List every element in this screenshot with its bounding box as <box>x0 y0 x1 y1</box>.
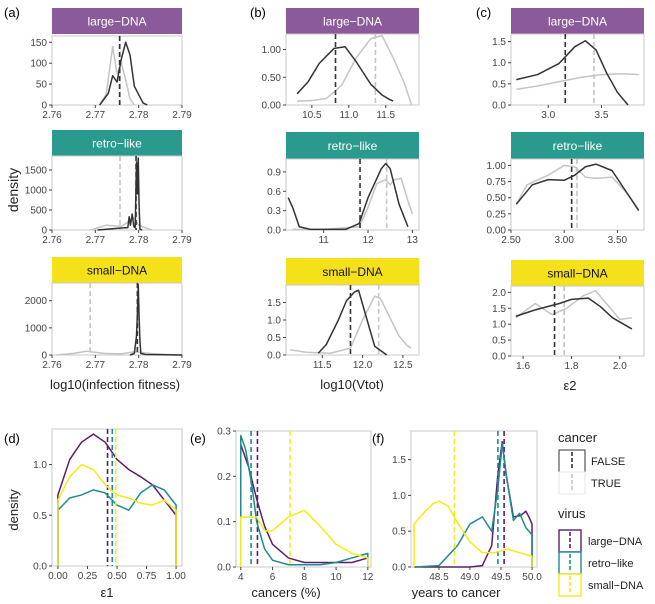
panel-b-small-dna-xtick-label: 11.5 <box>312 360 332 371</box>
panel-f-ytick-label: 1.0 <box>392 490 406 502</box>
x-axis-title-a: log10(infection fitness) <box>49 377 181 392</box>
panel-b-retro-like-ytick-label: 0.0 <box>267 225 281 237</box>
panel-label-d: (d) <box>4 431 20 446</box>
panel-b-large-dna-ytick-label: 0.00 <box>261 100 281 112</box>
panel-f-xtick-label: 50.0 <box>522 572 542 583</box>
panel-a-large-dna-xtick-label: 2.76 <box>42 110 62 121</box>
panel-e-ytick-label: 0.0 <box>217 562 231 574</box>
panels-layer <box>25 8 644 583</box>
panel-b-large-dna-xtick-label: 11.5 <box>376 110 396 121</box>
panel-a-retro-like-ytick-label: 500 <box>30 205 47 217</box>
panel-f-ytick-label: 0.5 <box>392 526 406 538</box>
legend-virus <box>558 506 644 596</box>
panel-d-ytick-label: 1.0 <box>33 460 47 472</box>
panel-c-large-dna <box>492 8 644 121</box>
panel-b-large-dna <box>262 8 419 121</box>
panel-f-ytick-label: 0.0 <box>392 562 406 574</box>
panel-c-small-dna-ytick-label: 0.5 <box>492 335 506 347</box>
panel-b-retro-like-strip-label: retro−like <box>327 139 378 153</box>
panel-c-small-dna-xtick-label: 2.0 <box>612 361 627 372</box>
panel-c-retro-like-ytick-label: 0.50 <box>486 193 506 205</box>
panel-b-small-dna-ytick-label: 0.5 <box>267 333 281 344</box>
panel-f <box>392 431 542 583</box>
panel-a-retro-like-ytick-label: 1000 <box>24 185 47 197</box>
panel-c-retro-like-ytick-label: 0.25 <box>486 209 506 221</box>
panel-b-retro-like <box>267 132 419 246</box>
legend-label-large-dna: large−DNA <box>588 536 643 548</box>
panel-c-retro-like-xtick-label: 2.50 <box>501 235 521 246</box>
panel-c-small-dna-ytick-label: 2.0 <box>492 287 506 299</box>
panel-c-retro-like-ytick-label: 0.00 <box>486 225 506 237</box>
panel-a-small-dna-ytick-label: 2000 <box>24 296 47 308</box>
panel-a-retro-like-ytick-label: 1500 <box>24 165 47 177</box>
panel-d-ytick-label: 0.5 <box>33 510 47 522</box>
panel-a-small-dna-xtick-label: 2.78 <box>128 360 149 371</box>
y-axis-title-d: density <box>6 489 21 531</box>
panel-f-xtick-label: 48.5 <box>429 572 449 583</box>
panel-b-small-dna-ytick-label: 0.0 <box>267 350 281 362</box>
panel-d <box>33 429 186 582</box>
panel-c-small-dna-ytick-label: 0.0 <box>492 351 506 363</box>
panel-b-retro-like-xtick-label: 11 <box>318 235 329 246</box>
panel-d-xtick-label: 0.25 <box>77 571 98 582</box>
panel-b-retro-like-ytick-label: 0.9 <box>267 167 281 179</box>
panel-a-small-dna-ytick-label: 1000 <box>24 323 47 335</box>
legend-cancer <box>558 430 625 494</box>
panel-f-xtick-label: 49.5 <box>491 572 511 583</box>
panel-a-large-dna-xtick-label: 2.77 <box>85 110 106 121</box>
panel-d-xtick-label: 0.75 <box>136 571 157 582</box>
panel-label-e: (e) <box>190 431 206 446</box>
panel-e-ytick-label: 0.2 <box>217 471 231 483</box>
panel-a-small-dna-strip-label: small−DNA <box>86 263 148 278</box>
panel-a-small-dna-xtick-label: 2.79 <box>172 360 192 371</box>
panel-b-large-dna-xtick-label: 11.0 <box>339 110 359 121</box>
panel-f-xtick-label: 49.0 <box>460 572 480 583</box>
panel-a-retro-like-strip-label: retro−like <box>92 136 142 151</box>
panel-b-small-dna-strip-label: small−DNA <box>322 265 383 279</box>
panel-c-small-dna <box>492 260 644 372</box>
x-axis-title-d: ε1 <box>100 585 114 599</box>
panel-label-c: (c) <box>476 5 492 20</box>
panel-b-small-dna <box>267 258 419 371</box>
panel-a-retro-like-xtick-label: 2.76 <box>42 235 62 246</box>
panel-c-small-dna-ytick-label: 1.5 <box>492 303 506 315</box>
panel-e-xtick-label: 8 <box>301 572 308 583</box>
panel-a-retro-like-xtick-label: 2.78 <box>128 235 149 246</box>
panel-a-small-dna <box>25 257 192 371</box>
panel-label-b: (b) <box>250 5 266 20</box>
panel-b-small-dna-ytick-label: 1.5 <box>267 298 281 309</box>
legend-label-retro-like: retro−like <box>588 558 634 570</box>
x-axis-title-e: cancers (%) <box>251 585 321 599</box>
legend-label-false: FALSE <box>591 456 626 468</box>
panel-e <box>217 427 374 584</box>
panel-a-retro-like <box>25 130 192 246</box>
panel-d-xtick-label: 1.00 <box>166 571 186 582</box>
panel-c-large-dna-strip-label: large−DNA <box>547 14 608 29</box>
panel-e-ytick-label: 0.1 <box>217 517 231 529</box>
panel-a-retro-like-ytick-label: 0 <box>41 225 47 237</box>
panel-c-retro-like-ytick-label: 0.75 <box>486 177 506 189</box>
panel-d-xtick-label: 0.50 <box>107 571 127 582</box>
panel-c-small-dna-xtick-label: 1.6 <box>516 361 531 372</box>
panel-b-large-dna-strip-label: large−DNA <box>322 14 383 29</box>
panel-b-retro-like-xtick-label: 12 <box>362 235 374 246</box>
panel-c-large-dna-ytick-label: 1.5 <box>492 37 506 49</box>
panel-a-small-dna-frame <box>52 283 182 355</box>
panel-a-large-dna-xtick-label: 2.79 <box>172 110 192 121</box>
legend-label-small-dna: small−DNA <box>588 580 644 592</box>
panel-c-large-dna-ytick-label: 1.0 <box>492 58 506 70</box>
panel-c-small-dna-frame <box>511 286 644 356</box>
panel-b-retro-like-xtick-label: 13 <box>406 235 418 246</box>
panel-label-a: (a) <box>4 5 20 20</box>
panel-a-large-dna <box>30 8 192 121</box>
panel-c-small-dna-xtick-label: 1.8 <box>564 361 579 372</box>
panel-c-large-dna-ytick-label: 0.0 <box>492 100 506 112</box>
panel-b-small-dna-xtick-label: 12.5 <box>393 360 413 371</box>
panel-a-small-dna-xtick-label: 2.76 <box>42 360 62 371</box>
panel-a-small-dna-ytick-label: 0 <box>41 350 47 362</box>
panel-e-ytick-label: 0.3 <box>217 426 231 438</box>
panel-a-large-dna-ytick-label: 0 <box>41 100 47 112</box>
x-axis-title-b: log10(Vtot) <box>320 377 384 392</box>
legend-virus-title: virus <box>558 506 586 521</box>
legend-label-true: TRUE <box>591 478 621 490</box>
panel-c-retro-like-xtick-label: 3.00 <box>554 235 574 246</box>
panel-a-retro-like-xtick-label: 2.79 <box>172 235 192 246</box>
panel-a-large-dna-ytick-label: 100 <box>30 58 47 70</box>
panel-a-retro-like-xtick-label: 2.77 <box>85 235 106 246</box>
panel-c-small-dna-ytick-label: 1.0 <box>492 319 506 331</box>
panel-f-ytick-label: 1.5 <box>392 455 406 467</box>
panel-d-xtick-label: 0.00 <box>48 571 68 582</box>
panel-a-small-dna-xtick-label: 2.77 <box>85 360 106 371</box>
x-axis-title-f: years to cancer <box>411 585 501 599</box>
panel-a-retro-like-frame <box>52 156 182 230</box>
panel-d-ytick-label: 0.0 <box>33 561 47 573</box>
panel-b-large-dna-xtick-label: 10.5 <box>302 110 322 121</box>
panel-a-large-dna-strip-label: large−DNA <box>87 14 147 29</box>
panel-c-large-dna-xtick-label: 3.0 <box>541 110 556 121</box>
panel-b-retro-like-frame <box>286 159 419 230</box>
panel-c-retro-like-xtick-label: 3.50 <box>607 235 628 246</box>
panel-c-large-dna-xtick-label: 3.5 <box>594 110 609 121</box>
panel-c-retro-like-ytick-label: 1.00 <box>486 160 506 172</box>
panel-b-small-dna-ytick-label: 1.0 <box>267 315 281 327</box>
panel-b-large-dna-ytick-label: 1.00 <box>261 45 281 57</box>
legend-cancer-title: cancer <box>558 430 598 445</box>
y-axis-title-a: density <box>5 167 21 213</box>
panel-a-large-dna-ytick-label: 50 <box>35 79 47 91</box>
panel-e-xtick-label: 12 <box>362 572 374 583</box>
panel-label-f: (f) <box>372 431 385 446</box>
panel-c-retro-like-strip-label: retro−like <box>552 139 603 153</box>
panel-b-retro-like-ytick-label: 0.6 <box>267 186 281 198</box>
panel-b-large-dna-ytick-label: 0.50 <box>261 72 281 84</box>
panel-e-xtick-label: 4 <box>237 572 244 583</box>
panel-c-retro-like <box>487 132 644 246</box>
panel-a-large-dna-ytick-label: 150 <box>30 37 47 49</box>
panel-a-large-dna-xtick-label: 2.78 <box>128 110 149 121</box>
panel-e-xtick-label: 6 <box>269 572 276 583</box>
panel-b-small-dna-xtick-label: 12.0 <box>352 360 373 371</box>
panel-c-large-dna-ytick-label: 0.5 <box>492 79 506 91</box>
panel-c-small-dna-strip-label: small−DNA <box>547 266 608 281</box>
panel-b-retro-like-ytick-label: 0.3 <box>267 206 281 218</box>
x-axis-title-c: ε2 <box>563 378 577 393</box>
panel-f-frame <box>411 431 537 567</box>
panel-e-xtick-label: 10 <box>330 572 342 583</box>
